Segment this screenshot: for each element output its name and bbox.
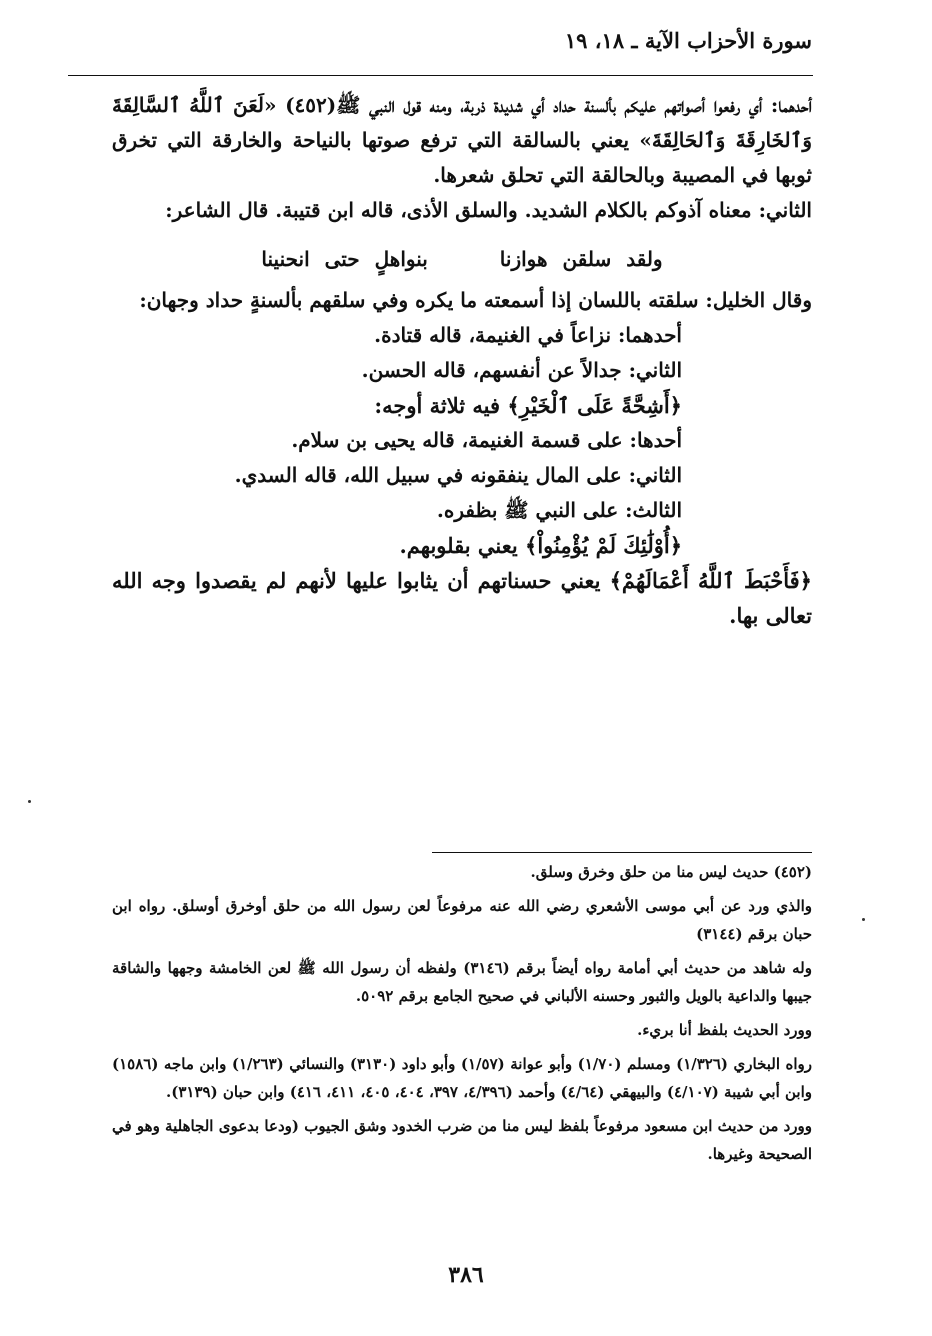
paragraph-first-meaning: أحدهما: أي رفعوا أصواتهم عليكم بألسنة حداد أي شديدة ذربة، ومنه قول النبي ﷺ(٤٥٢) «لَعَنَ ٱللَّهُ ٱلسَّالِقَةَ وَٱلخَارِقَةَ وَٱلحَالِقَةَ» يعني بالسالقة التي ترفع صوتها بالنياحة والخارقة التي تخرق ثوبها في المصيبة وبالحالقة التي تحلق شعرها. xyxy=(112,93,812,187)
footnote-paragraph: وله شاهد من حديث أبي أمامة رواه أيضاً برقم (٣١٤٦) ولفظه أن رسول الله ﷺ لعن الخامشة وجهها والشاقة جيبها والداعية بالويل والثبور وحسنه الألباني في صحيح الجامع برقم ٥٠٩٢. xyxy=(112,959,812,1005)
footnote-paragraph: وورد الحديث بلفظ أنا بريء. xyxy=(637,1021,812,1039)
footnote-paragraph: وورد من حديث ابن مسعود مرفوعاً بلفظ ليس منا من ضرب الخدود وشق الجيوب (ودعا بدعوى الجاهلية وهو في الصحيحة وغيرها. xyxy=(112,1117,812,1163)
list-item: أحدهما: نزاعاً في الغنيمة، قاله قتادة. xyxy=(374,323,682,347)
verse-first-hemistich: ولقد سلقن هوازنا xyxy=(499,247,663,271)
scan-speck xyxy=(28,800,31,803)
running-header: سورة الأحزاب الآية ـ ١٨، ١٩ xyxy=(564,28,812,53)
verse-second-hemistich: بنواهلٍ حتى انحنينا xyxy=(261,247,428,271)
quran-quote-ulaika: ﴿أُوْلَٰئِكَ لَمْ يُؤْمِنُواْ﴾ يعني بقلوبهم. xyxy=(399,533,682,558)
quran-quote-ashihhah: ﴿أَشِحَّةً عَلَى ٱلْخَيْرِ﴾ فيه ثلاثة أوجه: xyxy=(374,393,682,418)
scan-speck xyxy=(862,918,865,921)
page-number: ٣٨٦ xyxy=(448,1262,484,1288)
footnote-452: (٤٥٢) حديث ليس منا من حلق وخرق وسلق. xyxy=(530,863,812,881)
footnote-divider xyxy=(432,852,812,853)
poetry-verse xyxy=(112,242,812,277)
list-item: الثاني: جدالاً عن أنفسهم، قاله الحسن. xyxy=(361,358,682,382)
list-item: الثاني: على المال ينفقونه في سبيل الله، قاله السدي. xyxy=(234,463,682,487)
paragraph-khalil: وقال الخليل: سلقته باللسان إذا أسمعته ما يكره وفي سلقهم بألسنةٍ حداد وجهان: xyxy=(139,288,812,312)
list-item: الثالث: على النبي ﷺ بظفره. xyxy=(436,498,682,522)
footnotes xyxy=(112,858,812,1174)
quran-quote-ahbata: ﴿فَأَحْبَطَ ٱللَّهُ أَعْمَالَهُمْ﴾ يعني حسناتهم أن يثابوا عليها لأنهم لم يقصدوا وجه الله تعالى بها. xyxy=(112,568,812,628)
footnote-paragraph: والذي ورد عن أبي موسى الأشعري رضي الله عنه مرفوعاً لعن رسول الله من حلق أوخرق أوسلق. رواه ابن حبان برقم (٣١٤٤) xyxy=(112,897,812,943)
header-divider xyxy=(68,75,813,76)
list-item: أحدها: على قسمة الغنيمة، قاله يحيى بن سلام. xyxy=(291,428,682,452)
paragraph-second-meaning: الثاني: معناه آذوكم بالكلام الشديد. والسلق الأذى، قاله ابن قتيبة. قال الشاعر: xyxy=(165,198,812,222)
footnote-paragraph: رواه البخاري (١/٣٢٦) ومسلم (١/٧٠) وأبو عوانة (١/٥٧) وأبو داود (٣١٣٠) والنسائي (١/٢٦٣) وابن ماجه (١٥٨٦) وابن أبي شيبة (٤/١٠٧) والبيهقي (٤/٦٤) وأحمد (٤/٣٩٦، ٣٩٧، ٤٠٤، ٤٠٥، ٤١١، ٤١٦) وابن حبان (٣١٣٩). xyxy=(112,1055,813,1101)
main-text xyxy=(112,88,812,633)
